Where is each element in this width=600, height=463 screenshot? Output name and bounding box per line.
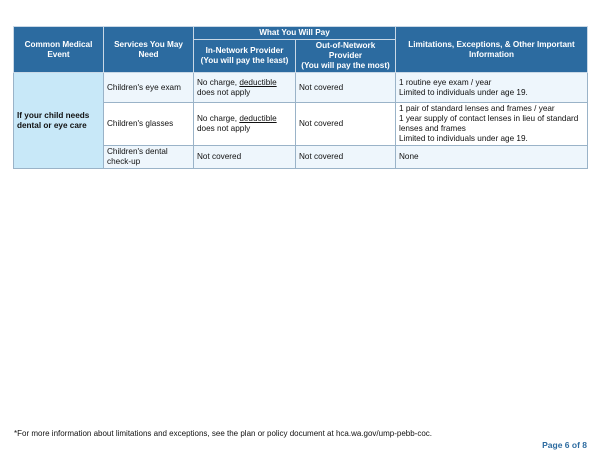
limitation-line: 1 year supply of contact lenses in lieu of standard lenses and frames <box>399 114 579 133</box>
limitations-cell <box>396 103 588 146</box>
header-out-network <box>296 40 396 73</box>
out-network-cell: Not covered <box>296 146 396 169</box>
limitations-cell <box>396 73 588 103</box>
in-network-text: No charge, <box>197 114 240 123</box>
header-in-network-sub: (You will pay the least) <box>200 56 289 65</box>
header-limitations: Limitations, Exceptions, & Other Important Information <box>396 27 588 73</box>
out-network-cell: Not covered <box>296 73 396 103</box>
limitations-cell: None <box>396 146 588 169</box>
footnote: *For more information about limitations and exceptions, see the plan or policy document at hca.wa.gov/ump-pebb-coc. <box>14 429 432 438</box>
event-cell: If your child needs dental or eye care <box>14 73 104 169</box>
header-in-network-label: In-Network Provider <box>205 46 284 55</box>
limitation-line: 1 routine eye exam / year <box>399 77 492 87</box>
in-network-cell <box>194 73 296 103</box>
in-network-cell: Not covered <box>194 146 296 169</box>
in-network-text: No charge, <box>197 77 240 87</box>
in-network-text: does not apply <box>197 124 251 133</box>
limitation-line: Limited to individuals under age 19. <box>399 87 528 97</box>
header-out-network-sub: (You will pay the most) <box>301 61 390 70</box>
in-network-cell <box>194 103 296 146</box>
in-network-text: does not apply <box>197 87 251 97</box>
header-in-network <box>194 40 296 73</box>
header-event: Common Medical Event <box>14 27 104 73</box>
service-cell: Children's dental check-up <box>104 146 194 169</box>
deductible-link[interactable]: deductible <box>239 114 277 123</box>
coverage-table <box>13 26 588 169</box>
limitation-line: Limited to individuals under age 19. <box>399 134 528 143</box>
header-services: Services You May Need <box>104 27 194 73</box>
service-cell: Children's eye exam <box>104 73 194 103</box>
header-what-you-pay: What You Will Pay <box>194 27 396 40</box>
page-number: Page 6 of 8 <box>542 440 587 450</box>
deductible-link[interactable]: deductible <box>239 77 277 87</box>
service-cell: Children's glasses <box>104 103 194 146</box>
header-out-network-label: Out-of-Network Provider <box>315 41 376 60</box>
limitation-line: 1 pair of standard lenses and frames / year <box>399 104 555 113</box>
out-network-cell: Not covered <box>296 103 396 146</box>
table-row <box>14 73 588 103</box>
